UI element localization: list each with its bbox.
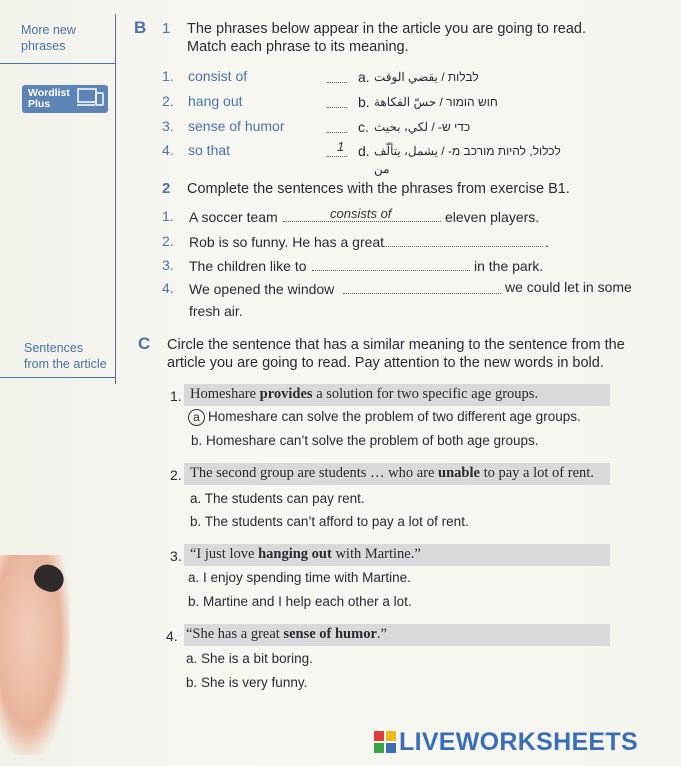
sentence-text: A soccer team	[189, 209, 278, 225]
exercise-b1-number: 1	[162, 20, 171, 37]
sidebar-vertical-rule	[115, 14, 116, 384]
question-text: “I just love hanging out with Martine.”	[190, 546, 421, 562]
answer-blank[interactable]	[327, 107, 347, 108]
sentence-text: Rob is so funny. He has a great	[189, 234, 385, 250]
section-b-letter: B	[134, 18, 147, 37]
item-number: 1.	[162, 68, 174, 84]
question-number: 2.	[170, 467, 182, 483]
option-b[interactable]: b. Homeshare can’t solve the problem of both age groups.	[191, 433, 539, 448]
item-number: 1.	[162, 208, 174, 224]
answer-blank[interactable]	[312, 270, 470, 271]
question-number: 3.	[170, 548, 182, 564]
question-number: 4.	[166, 628, 178, 644]
option-b[interactable]: b. She is very funny.	[186, 675, 308, 690]
answer-blank[interactable]	[343, 293, 501, 294]
option-a[interactable]: a. The students can pay rent.	[190, 491, 365, 506]
sidebar-divider	[0, 63, 115, 64]
item-number: 4.	[162, 142, 174, 158]
exercise-b2-number: 2	[162, 180, 171, 197]
answer-blank[interactable]	[383, 246, 543, 247]
sentence-text: we could let in some	[505, 279, 632, 295]
sidebar-label: phrases	[21, 39, 66, 53]
item-number: 3.	[162, 257, 174, 273]
item-number: 2.	[162, 233, 174, 249]
liveworksheets-logo-icon	[374, 731, 396, 753]
instruction-line: Match each phrase to its meaning.	[187, 39, 409, 55]
sentence-text: We opened the window	[189, 281, 335, 297]
sidebar-divider	[0, 377, 115, 378]
question-number: 1.	[170, 388, 182, 404]
section-c-letter: C	[138, 334, 151, 353]
item-number: 2.	[162, 93, 174, 109]
option-a[interactable]: a Homeshare can solve the problem of two different age groups.	[188, 409, 581, 426]
meaning-letter: d.	[358, 143, 370, 159]
sidebar-more-new-phrases	[21, 22, 76, 54]
question-text: Homeshare provides a solution for two specific age groups.	[190, 386, 539, 402]
sentence-text: The children like to	[189, 258, 307, 274]
option-a[interactable]: a. I enjoy spending time with Martine.	[188, 570, 411, 585]
badge-label: Plus	[28, 98, 51, 110]
sidebar-label: More new	[21, 23, 76, 37]
phrase: consist of	[188, 68, 248, 84]
question-text: The second group are students … who are unable to pay a lot of rent.	[190, 465, 594, 481]
sidebar-sentences	[24, 340, 107, 372]
answer-blank[interactable]	[283, 221, 441, 222]
phrase: sense of humor	[188, 118, 285, 134]
sidebar-label: Sentences	[24, 341, 84, 355]
wordlist-plus-badge[interactable]	[22, 85, 108, 113]
badge-label: Wordlist	[28, 87, 70, 99]
option-b[interactable]: b. The students can’t afford to pay a lot of rent.	[190, 514, 469, 529]
option-b[interactable]: b. Martine and I help each other a lot.	[188, 594, 412, 609]
sentence-text: in the park.	[474, 258, 544, 274]
meaning-letter: c.	[358, 119, 369, 135]
meaning-text: לכלול, להיות מורכב מ- / يشمل، يتألّف من	[374, 144, 561, 176]
answer-blank[interactable]	[327, 132, 347, 133]
phrase: hang out	[188, 93, 243, 109]
instruction-line: The phrases below appear in the article you are going to read.	[187, 21, 586, 37]
section-c-instruction	[167, 336, 625, 372]
sentence-text: .	[545, 234, 549, 250]
question-text: “She has a great sense of humor.”	[186, 626, 387, 642]
answer-blank[interactable]	[327, 156, 347, 157]
liveworksheets-watermark: LIVEWORKSHEETS	[399, 728, 638, 756]
filled-answer[interactable]: consists of	[330, 206, 392, 221]
instruction-line: Circle the sentence that has a similar meaning to the sentence from the	[167, 337, 625, 353]
devices-icon	[77, 88, 105, 108]
meaning-text: לבלות / يقضي الوقت	[374, 70, 479, 84]
exercise-b1-instruction	[187, 20, 586, 56]
phrase: so that	[188, 142, 231, 158]
sentence-text: fresh air.	[189, 303, 243, 319]
sidebar-label: from the article	[24, 357, 107, 371]
meaning-letter: a.	[358, 69, 370, 85]
answer-blank[interactable]	[327, 82, 347, 83]
exercise-b2-instruction: Complete the sentences with the phrases from exercise B1.	[187, 181, 570, 197]
sentence-text: eleven players.	[445, 209, 540, 225]
option-a[interactable]: a. She is a bit boring.	[186, 651, 313, 666]
item-number: 4.	[162, 280, 174, 296]
meaning-letter: b.	[358, 94, 370, 110]
filled-answer[interactable]: 1	[337, 139, 345, 154]
circled-answer-icon: a	[188, 409, 205, 426]
meaning-text: חוש הומור / حسّ الفكاهة	[374, 95, 498, 109]
instruction-line: article you are going to read. Pay attention to the new words in bold.	[167, 355, 604, 371]
item-number: 3.	[162, 118, 174, 134]
meaning-text: כדי ש- / لكي، بحيث	[374, 120, 471, 134]
